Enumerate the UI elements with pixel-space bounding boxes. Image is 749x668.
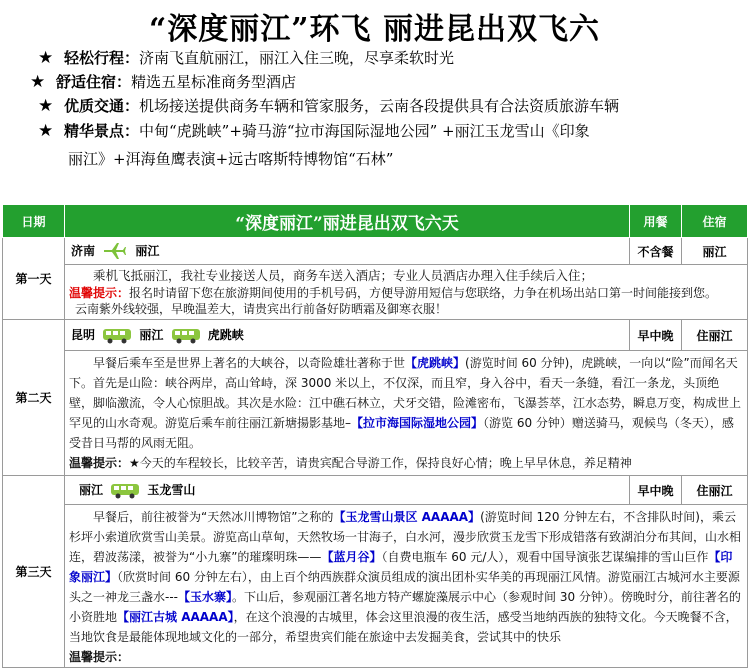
star-icon: ★ xyxy=(38,48,54,68)
route xyxy=(65,238,630,265)
table-header-row xyxy=(3,205,748,238)
highlight-label: 轻松行程： xyxy=(64,49,140,67)
highlight-label: 优质交通： xyxy=(64,97,140,115)
highlight-text: 济南飞直航丽江，丽江入住三晚，尽享柔软时光 xyxy=(139,49,455,67)
highlight-item xyxy=(38,48,454,68)
table-row xyxy=(3,238,748,265)
bus-icon xyxy=(102,328,132,344)
hotel-cell: 住丽江 xyxy=(682,320,748,351)
highlight-label: 舒适住宿： xyxy=(56,73,132,91)
hotel-cell: 丽江 xyxy=(682,238,748,265)
itinerary-table xyxy=(2,204,748,668)
page-title: “深度丽江”环飞 丽进昆出双飞六 xyxy=(149,12,600,47)
desc-text: ，在这个浪漫的古城里，体会这里浪漫的夜生活，感受当地纳西族的独特文化。今天晚餐不含，当地饮食是最能体现地域文化的一部分，希望贵宾们能在旅途中去发掘美食，尝试其中的快乐 xyxy=(69,610,738,644)
attraction-link: 【蓝月谷】 xyxy=(321,550,382,564)
day-description xyxy=(65,505,748,668)
hotel-cell: 住丽江 xyxy=(682,476,748,505)
route-stop: 昆明 xyxy=(71,328,96,343)
table-row xyxy=(3,320,748,351)
attraction-link: 【拉市海国际湿地公园】 xyxy=(351,416,484,430)
route-stop: 丽江 xyxy=(139,328,164,343)
highlight-text: 中甸“虎跳峡”+骑马游“拉市海国际湿地公园” +丽江玉龙雪山《印象 xyxy=(139,122,590,140)
header-meal: 用餐 xyxy=(630,205,682,238)
highlight-continuation: 丽江》+洱海鱼鹰表演+远古喀斯特博物馆“石林” xyxy=(68,150,394,168)
table-row xyxy=(3,265,748,320)
tip-label: 温馨提示： xyxy=(69,456,130,470)
table-row xyxy=(3,476,748,505)
day-description xyxy=(65,351,748,476)
desc-text: （自费电瓶车 60 元/人），观看中国导演张艺谋编排的雪山巨作 xyxy=(381,550,709,564)
desc-text: 早餐后乘车至是世界上著名的大峡谷，以奇险雄壮著称于世 xyxy=(93,356,406,370)
highlight-text: 机场接送提供商务车辆和管家服务，云南各段提供具有合法资质旅游车辆 xyxy=(139,97,620,115)
star-icon: ★ xyxy=(38,96,54,116)
day-label: 第一天 xyxy=(3,238,65,320)
star-icon: ★ xyxy=(38,121,54,141)
attraction-link: 【印象丽江】 xyxy=(69,550,733,584)
desc-line: 云南紫外线较强，早晚温差大，请贵宾出行前备好防晒霜及御寒衣服！ xyxy=(75,302,448,316)
attraction-link: 【丽江古城 AAAAA】 xyxy=(117,610,234,624)
airplane-icon xyxy=(103,242,127,260)
table-row xyxy=(3,351,748,476)
desc-text: 。下山后，参观丽江著名地方特产螺旋藻展示中心（参观时间 30 分钟）。傍晚时分，前往著名的小资胜地 xyxy=(69,590,741,624)
attraction-link: 【虎跳峡】 xyxy=(405,356,466,370)
desc-text: (游览时间 120 分钟左右，不含排队时间)，乘云杉坪小索道欣赏雪山美景。游览高山草甸，天然牧场一甘海子，白水河，漫步欣赏玉龙雪下形成错落有致湖泊分布其间，山水相连，碧波荡漾，被誉为“小九寨”的璀璨明珠—— xyxy=(69,510,742,564)
desc-text: （游览 60 分钟）赠送骑马，观候鸟（冬天），感受昔日马帮的风雨无阻。 xyxy=(69,416,734,450)
meal-cell: 早中晚 xyxy=(630,320,682,351)
day-label: 第三天 xyxy=(3,476,65,668)
day-label: 第二天 xyxy=(3,320,65,476)
header-day: 日期 xyxy=(3,205,65,238)
tip-line xyxy=(69,647,743,667)
desc-line: 乘机飞抵丽江，我社专业接送人员，商务车送入酒店；专业人员酒店办理入住手续后入住； xyxy=(93,268,594,283)
table-row xyxy=(3,505,748,668)
route-to: 丽江 xyxy=(135,243,160,258)
bus-icon xyxy=(171,328,201,344)
tip-line xyxy=(69,285,743,301)
highlight-item xyxy=(38,96,619,116)
route xyxy=(65,320,630,351)
tip-text: ★今天的车程较长，比较辛苦，请贵宾配合导游工作，保持良好心情；晚上早早休息，养足精神 xyxy=(129,456,632,470)
attraction-link: 【玉水寨】 xyxy=(178,590,233,604)
highlight-label: 精华景点： xyxy=(64,122,140,140)
desc-text: 早餐后，前往被誉为“天然冰川博物馆”之称的 xyxy=(93,510,334,524)
tip-label: 温馨提示： xyxy=(69,286,130,300)
star-icon: ★ xyxy=(30,72,46,92)
tip-text: 报名时请留下您在旅游期间使用的手机号码，方便导游用短信与您联络，力争在机场出站口第一时间能接到您。 xyxy=(129,286,718,300)
header-title: “深度丽江”丽进昆出双飞六天 xyxy=(65,205,630,238)
highlight-text: 精选五星标准商务型酒店 xyxy=(131,73,297,91)
route-stop: 玉龙雪山 xyxy=(147,483,196,498)
meal-cell: 不含餐 xyxy=(630,238,682,265)
day-description xyxy=(65,265,748,320)
route-stop: 虎跳峡 xyxy=(207,328,244,343)
highlight-item xyxy=(38,121,590,141)
route-stop: 丽江 xyxy=(79,483,104,498)
attraction-link: 【玉龙雪山景区 AAAAA】 xyxy=(333,510,481,524)
meal-cell: 早中晚 xyxy=(630,476,682,505)
desc-text: （欣赏时间 60 分钟左右），由上百个纳西族群众演员组成的演出团朴实华美的再现丽江风情。游览丽江古城河水主要源头之一神龙三盏水--- xyxy=(69,570,740,604)
route xyxy=(65,476,630,505)
header-hotel: 住宿 xyxy=(682,205,748,238)
tip-line xyxy=(69,453,743,475)
bus-icon xyxy=(110,483,140,499)
highlight-item xyxy=(30,72,296,92)
route-from: 济南 xyxy=(71,243,96,258)
desc-text: (游览时间 60 分钟)，虎跳峡，一向以“险”而闻名天下。首先是山险：峡谷两岸，高山耸峙，深 3000 米以上，不仅深，而且窄，身入谷中，看天一条缝，看江一条龙，头顶绝壁，脚临激流，令人心惊胆战。其次是水险：江中礁石林立，犬牙交错，险滩密布，飞瀑荟萃，江水态势，瞬息万变，构成世上罕见的山水奇观。游览后乘车前往丽江新塘揚影基地– xyxy=(69,356,742,430)
tip-label: 温馨提示： xyxy=(69,650,130,664)
